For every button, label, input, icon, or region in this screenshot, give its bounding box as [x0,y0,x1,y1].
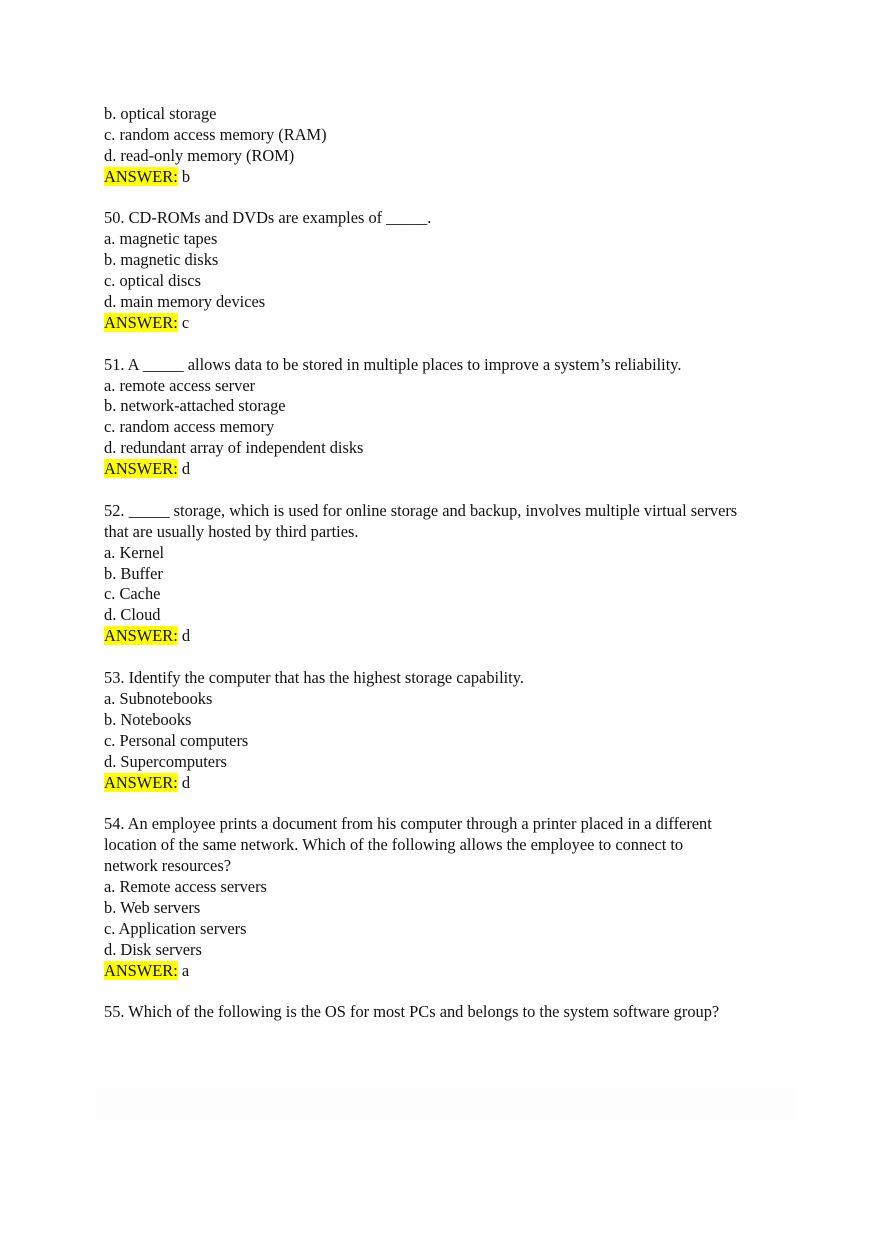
question-text: 53. Identify the computer that has the highest storage capability. [104,668,524,688]
option-line: a. remote access server [104,375,256,395]
option-line: d. read-only memory (ROM) [104,145,295,165]
question-block [104,501,784,647]
answer-label: ANSWER: [104,166,178,186]
option-line: b. network-attached storage [104,396,286,416]
option-line: d. main memory devices [104,292,266,312]
answer-line [104,773,784,794]
spacer [104,188,784,209]
option-line: b. Buffer [104,563,163,583]
question-text: that are usually hosted by third parties. [104,521,359,541]
spacer [104,334,784,355]
option-line: d. redundant array of independent disks [104,438,364,458]
option-line: a. magnetic tapes [104,229,218,249]
answer-line [104,459,784,480]
question-text: 55. Which of the following is the OS for most PCs and belongs to the system software group? [104,1002,720,1022]
option-line: c. Cache [104,584,161,604]
question-text: location of the same network. Which of the following allows the employee to connect to [104,835,684,855]
question-block [104,668,784,793]
question-text: 51. A _____ allows data to be stored in multiple places to improve a system’s reliability. [104,354,682,374]
option-line: c. Application servers [104,918,247,938]
answer-label: ANSWER: [104,960,178,980]
option-line: a. Kernel [104,542,165,562]
option-line: a. Remote access servers [104,876,267,896]
option-line: d. Supercomputers [104,751,227,771]
option-line: b. Web servers [104,897,201,917]
option-line: b. Notebooks [104,709,192,729]
answer-value: c [177,312,190,332]
answer-line [104,961,784,982]
answer-label: ANSWER: [104,772,178,792]
question-text: 52. _____ storage, which is used for online storage and backup, involves multiple virtual servers [104,500,738,520]
option-line: b. magnetic disks [104,250,219,270]
spacer [104,647,784,668]
answer-line [104,313,784,334]
question-block [104,208,784,333]
spacer [104,981,784,1002]
option-line: d. Disk servers [104,939,202,959]
intro-block [104,104,784,188]
option-line: c. random access memory (RAM) [104,124,327,144]
question-text: 50. CD-ROMs and DVDs are examples of _____. [104,208,432,228]
quiz-content [104,104,784,1023]
option-line: c. optical discs [104,271,201,291]
answer-value: d [177,459,191,479]
spacer [104,793,784,814]
spacer [104,480,784,501]
answer-label: ANSWER: [104,312,178,332]
question-block [104,355,784,480]
option-line: a. Subnotebooks [104,688,213,708]
answer-value: a [177,960,190,980]
answer-value: b [177,166,191,186]
answer-line [104,626,784,647]
option-line: c. random access memory [104,417,275,437]
question-text: network resources? [104,856,231,876]
option-line: c. Personal computers [104,730,249,750]
answer-label: ANSWER: [104,459,178,479]
option-line: d. Cloud [104,605,161,625]
answer-line [104,167,784,188]
option-line: b. optical storage [104,104,217,123]
answer-label: ANSWER: [104,626,178,646]
question-text: 54. An employee prints a document from his computer through a printer placed in a different [104,814,712,834]
question-block [104,814,784,981]
answer-value: d [177,626,191,646]
question-block [104,1002,784,1023]
page-shading [96,1040,796,1190]
answer-value: d [177,772,191,792]
